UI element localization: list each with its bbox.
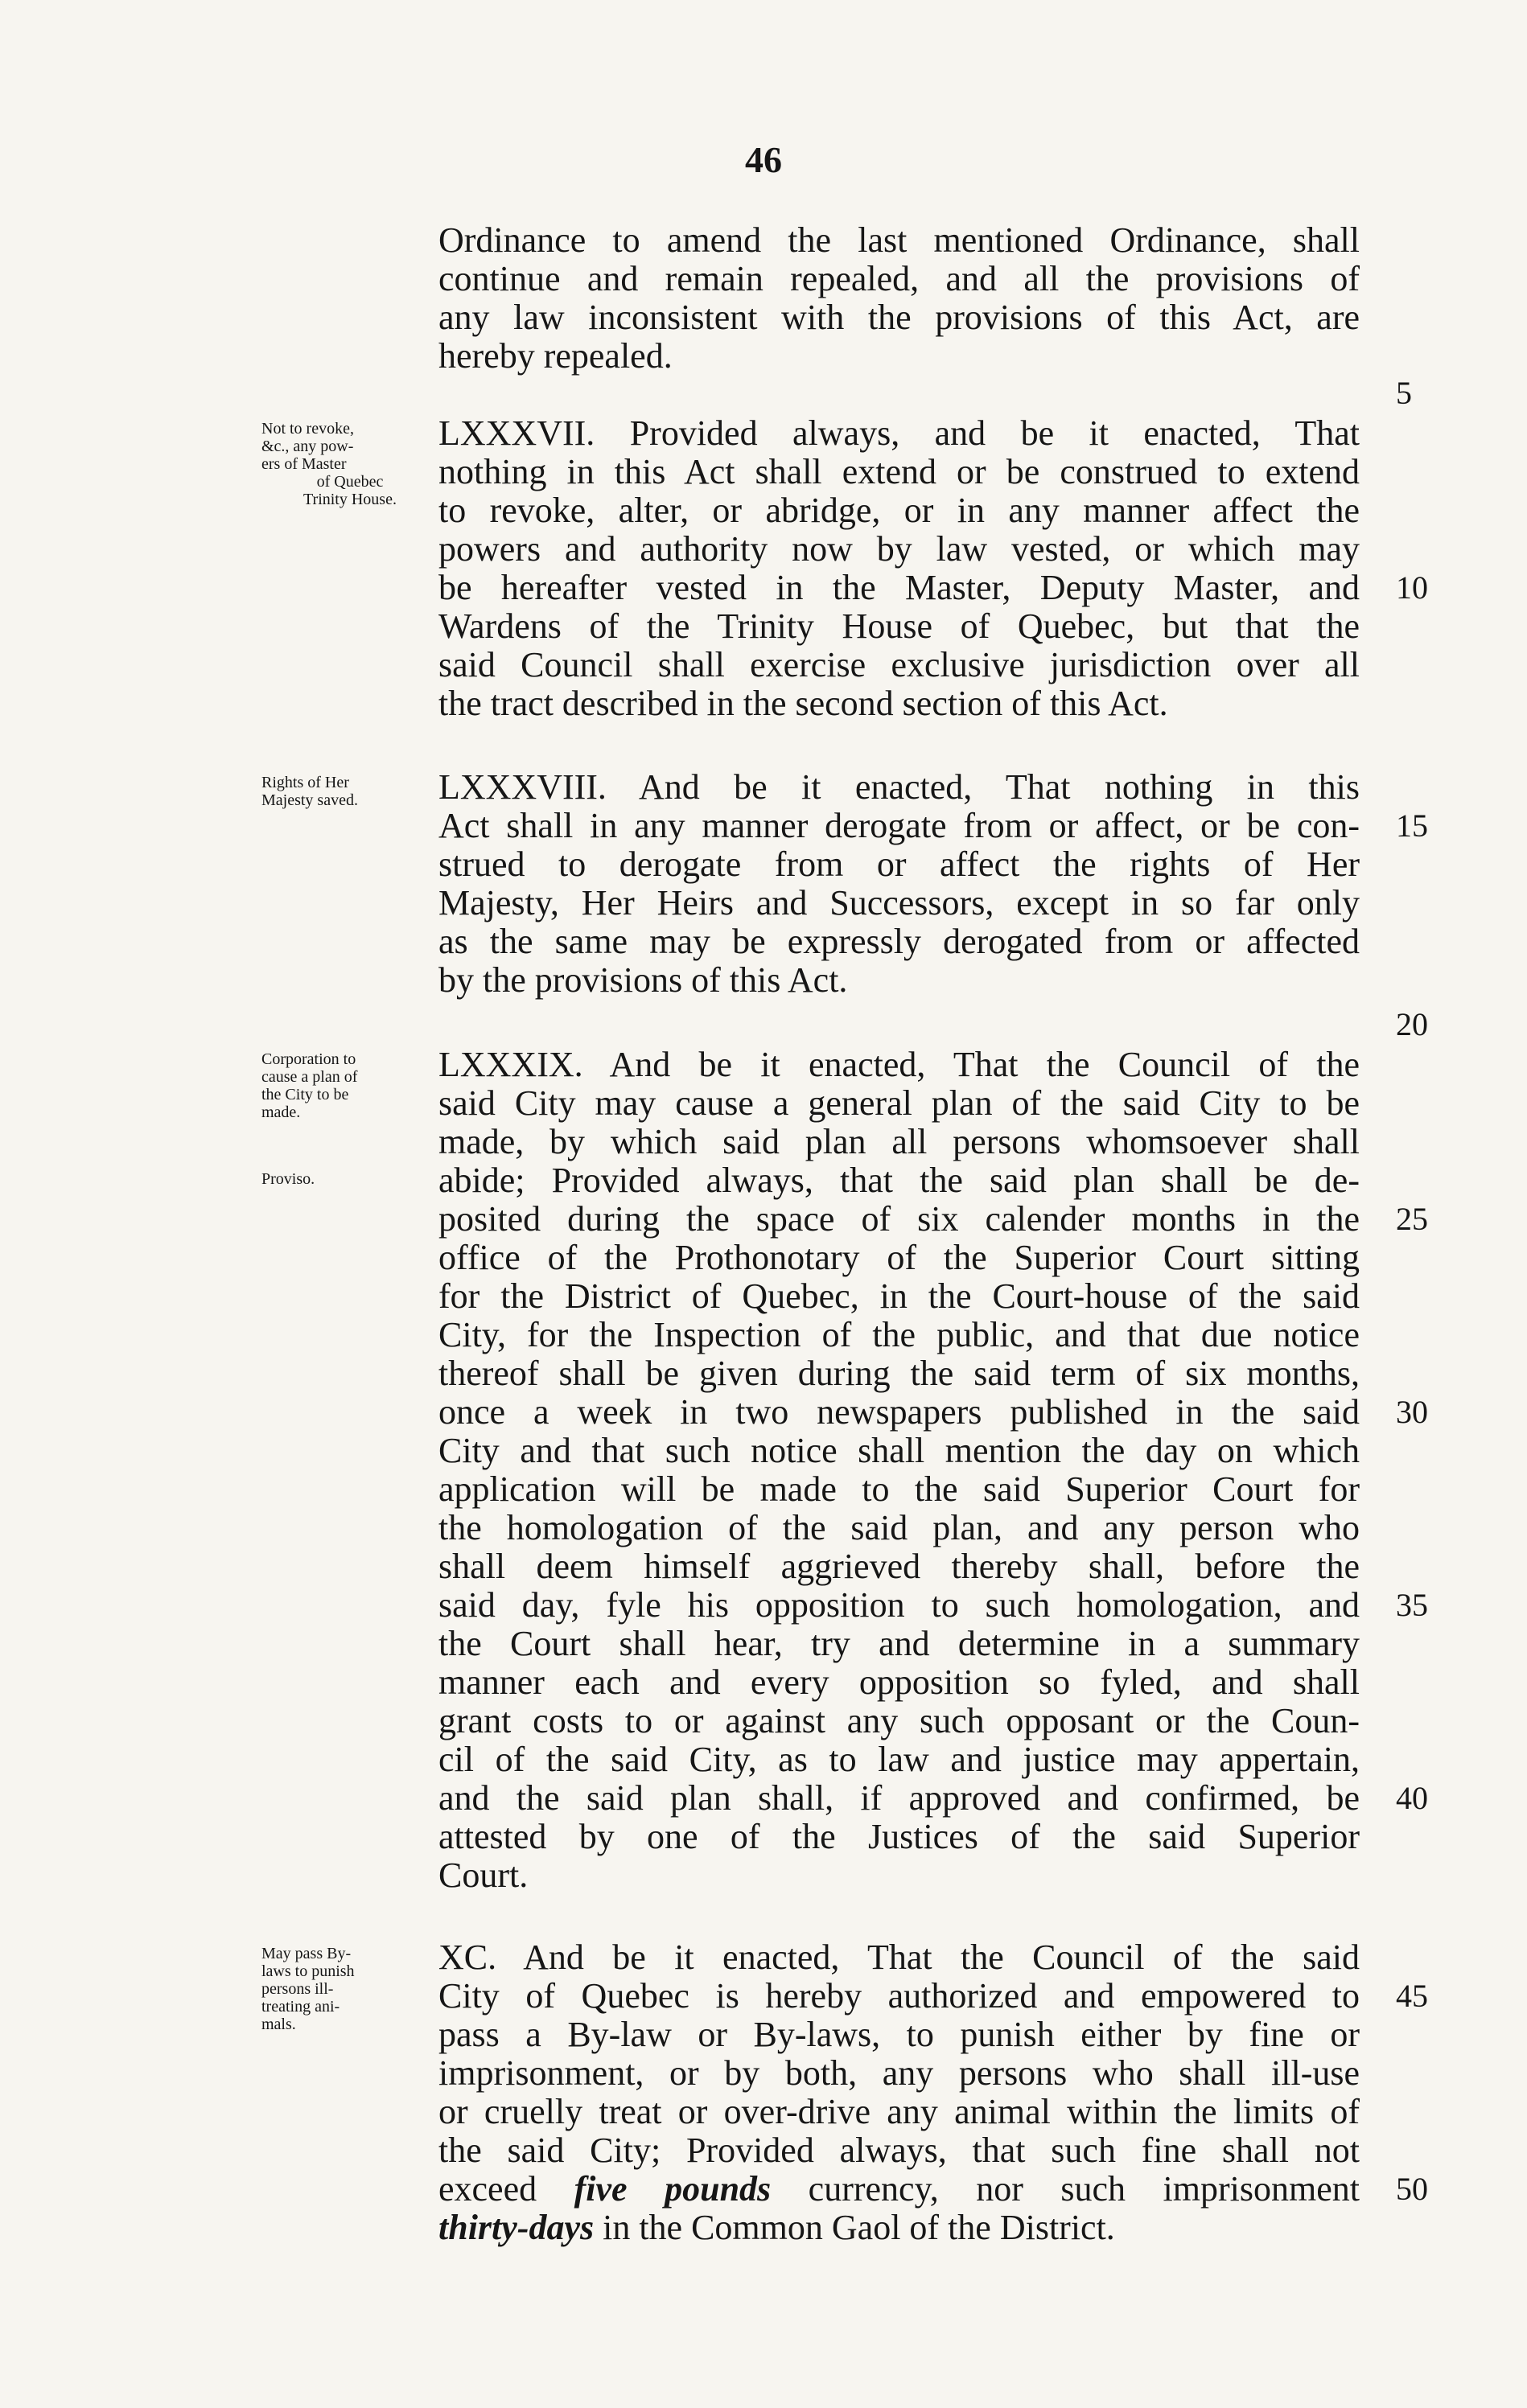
body-line bbox=[438, 2209, 1360, 2247]
line-number: 50 bbox=[1396, 2171, 1428, 2207]
body-line: manner each and every opposition so fyled, and shall bbox=[438, 1662, 1360, 1702]
body-line: once a week in two newspapers published in the said bbox=[438, 1392, 1360, 1432]
body-line: to revoke, alter, or abridge, or in any manner affect the bbox=[438, 491, 1360, 530]
margin-note-line: cause a plan of bbox=[261, 1068, 358, 1086]
body-line: or cruelly treat or over-drive any animal within the limits of bbox=[438, 2092, 1360, 2131]
body-line: City, for the Inspection of the public, and that due notice bbox=[438, 1315, 1360, 1354]
body-line: continue and remain repealed, and all the provisions of bbox=[438, 259, 1360, 298]
text-span: in the Common Gaol of the District. bbox=[594, 2208, 1115, 2247]
section-89-heading-line: LXXXIX. And be it enacted, That the Council of the bbox=[438, 1045, 1360, 1084]
body-line: pass a By-law or By-laws, to punish either by fine or bbox=[438, 2015, 1360, 2054]
body-line: Ordinance to amend the last mentioned Ordinance, shall bbox=[438, 220, 1360, 260]
body-line: as the same may be expressly derogated from or affected bbox=[438, 922, 1360, 961]
italic-phrase: thirty-days bbox=[438, 2208, 595, 2247]
body-line: thereof shall be given during the said term of six months, bbox=[438, 1354, 1360, 1393]
margin-note-line: ers of Master bbox=[261, 455, 347, 473]
body-line: Court. bbox=[438, 1855, 529, 1895]
line-number: 35 bbox=[1396, 1587, 1428, 1623]
body-line: grant costs to or against any such opposant or the Coun- bbox=[438, 1701, 1360, 1740]
margin-note-line: Rights of Her bbox=[261, 774, 349, 791]
body-line: any law inconsistent with the provisions of this Act, are bbox=[438, 298, 1360, 337]
section-88-heading-line: LXXXVIII. And be it enacted, That nothing in this bbox=[438, 767, 1360, 807]
body-line: the homologation of the said plan, and any person who bbox=[438, 1508, 1360, 1547]
body-line: nothing in this Act shall extend or be construed to extend bbox=[438, 452, 1360, 491]
body-line: City and that such notice shall mention the day on which bbox=[438, 1431, 1360, 1470]
body-line: abide; Provided always, that the said plan shall be de- bbox=[438, 1161, 1360, 1200]
body-line: for the District of Quebec, in the Court-house of the said bbox=[438, 1276, 1360, 1316]
italic-phrase: five pounds bbox=[574, 2169, 772, 2209]
body-line bbox=[438, 2170, 1360, 2209]
body-line: the Court shall hear, try and determine in a summary bbox=[438, 1624, 1360, 1663]
body-line: imprisonment, or by both, any persons who shall ill-use bbox=[438, 2053, 1360, 2093]
text-span: currency, nor such imprisonment bbox=[771, 2169, 1360, 2209]
body-line: shall deem himself aggrieved thereby shall, before the bbox=[438, 1547, 1360, 1586]
line-number: 30 bbox=[1396, 1394, 1428, 1430]
margin-note-line: &c., any pow- bbox=[261, 438, 354, 455]
page-number: 46 bbox=[745, 139, 782, 180]
body-line: said day, fyle his opposition to such homologation, and bbox=[438, 1585, 1360, 1625]
body-line: Wardens of the Trinity House of Quebec, but that the bbox=[438, 606, 1360, 646]
body-line: attested by one of the Justices of the said Superior bbox=[438, 1817, 1360, 1856]
line-number: 20 bbox=[1396, 1006, 1428, 1042]
body-line: said City may cause a general plan of the said City to be bbox=[438, 1083, 1360, 1123]
body-line: and the said plan shall, if approved and confirmed, be bbox=[438, 1778, 1360, 1818]
margin-note-line: Trinity House. bbox=[303, 491, 397, 508]
margin-note-line: treating ani- bbox=[261, 1998, 340, 2016]
line-number: 15 bbox=[1396, 807, 1428, 844]
margin-note-line: the City to be bbox=[261, 1086, 349, 1103]
text-span: exceed bbox=[438, 2169, 574, 2209]
body-line: said Council shall exercise exclusive jurisdiction over all bbox=[438, 645, 1360, 684]
body-line: application will be made to the said Superior Court for bbox=[438, 1469, 1360, 1509]
body-line: City of Quebec is hereby authorized and empowered to bbox=[438, 1976, 1360, 2016]
margin-note-line: of Quebec bbox=[316, 473, 384, 491]
body-line: strued to derogate from or affect the rights of Her bbox=[438, 844, 1360, 884]
section-87-heading-line: LXXXVII. Provided always, and be it enacted, That bbox=[438, 413, 1360, 453]
margin-note-line: persons ill- bbox=[261, 1980, 334, 1998]
margin-note-line: mals. bbox=[261, 2016, 296, 2033]
body-line: made, by which said plan all persons whomsoever shall bbox=[438, 1122, 1360, 1161]
margin-note-line: May pass By- bbox=[261, 1945, 352, 1962]
body-line: cil of the said City, as to law and justice may appertain, bbox=[438, 1740, 1360, 1779]
body-line: by the provisions of this Act. bbox=[438, 960, 848, 1000]
body-line: powers and authority now by law vested, or which may bbox=[438, 529, 1360, 569]
line-number: 40 bbox=[1396, 1780, 1428, 1816]
section-90-heading-line: XC. And be it enacted, That the Council of the said bbox=[438, 1937, 1360, 1977]
body-line: Act shall in any manner derogate from or affect, or be con- bbox=[438, 806, 1360, 845]
body-line: Majesty, Her Heirs and Successors, except in so far only bbox=[438, 883, 1360, 923]
line-number: 10 bbox=[1396, 569, 1428, 606]
margin-note-line: Not to revoke, bbox=[261, 420, 354, 438]
body-line: the said City; Provided always, that such fine shall not bbox=[438, 2131, 1360, 2170]
body-line: the tract described in the second section of this Act. bbox=[438, 684, 1168, 723]
body-line: hereby repealed. bbox=[438, 336, 673, 376]
margin-note-line: laws to punish bbox=[261, 1962, 355, 1980]
line-number: 5 bbox=[1396, 375, 1412, 411]
body-line: posited during the space of six calender months in the bbox=[438, 1199, 1360, 1239]
margin-note-line: Majesty saved. bbox=[261, 791, 358, 809]
body-line: be hereafter vested in the Master, Deputy Master, and bbox=[438, 568, 1360, 607]
margin-note-line: made. bbox=[261, 1103, 301, 1121]
margin-note-line: Corporation to bbox=[261, 1050, 356, 1068]
margin-note-proviso: Proviso. bbox=[261, 1170, 315, 1188]
line-number: 25 bbox=[1396, 1201, 1428, 1237]
line-number: 45 bbox=[1396, 1978, 1428, 2014]
body-line: office of the Prothonotary of the Superior Court sitting bbox=[438, 1238, 1360, 1277]
